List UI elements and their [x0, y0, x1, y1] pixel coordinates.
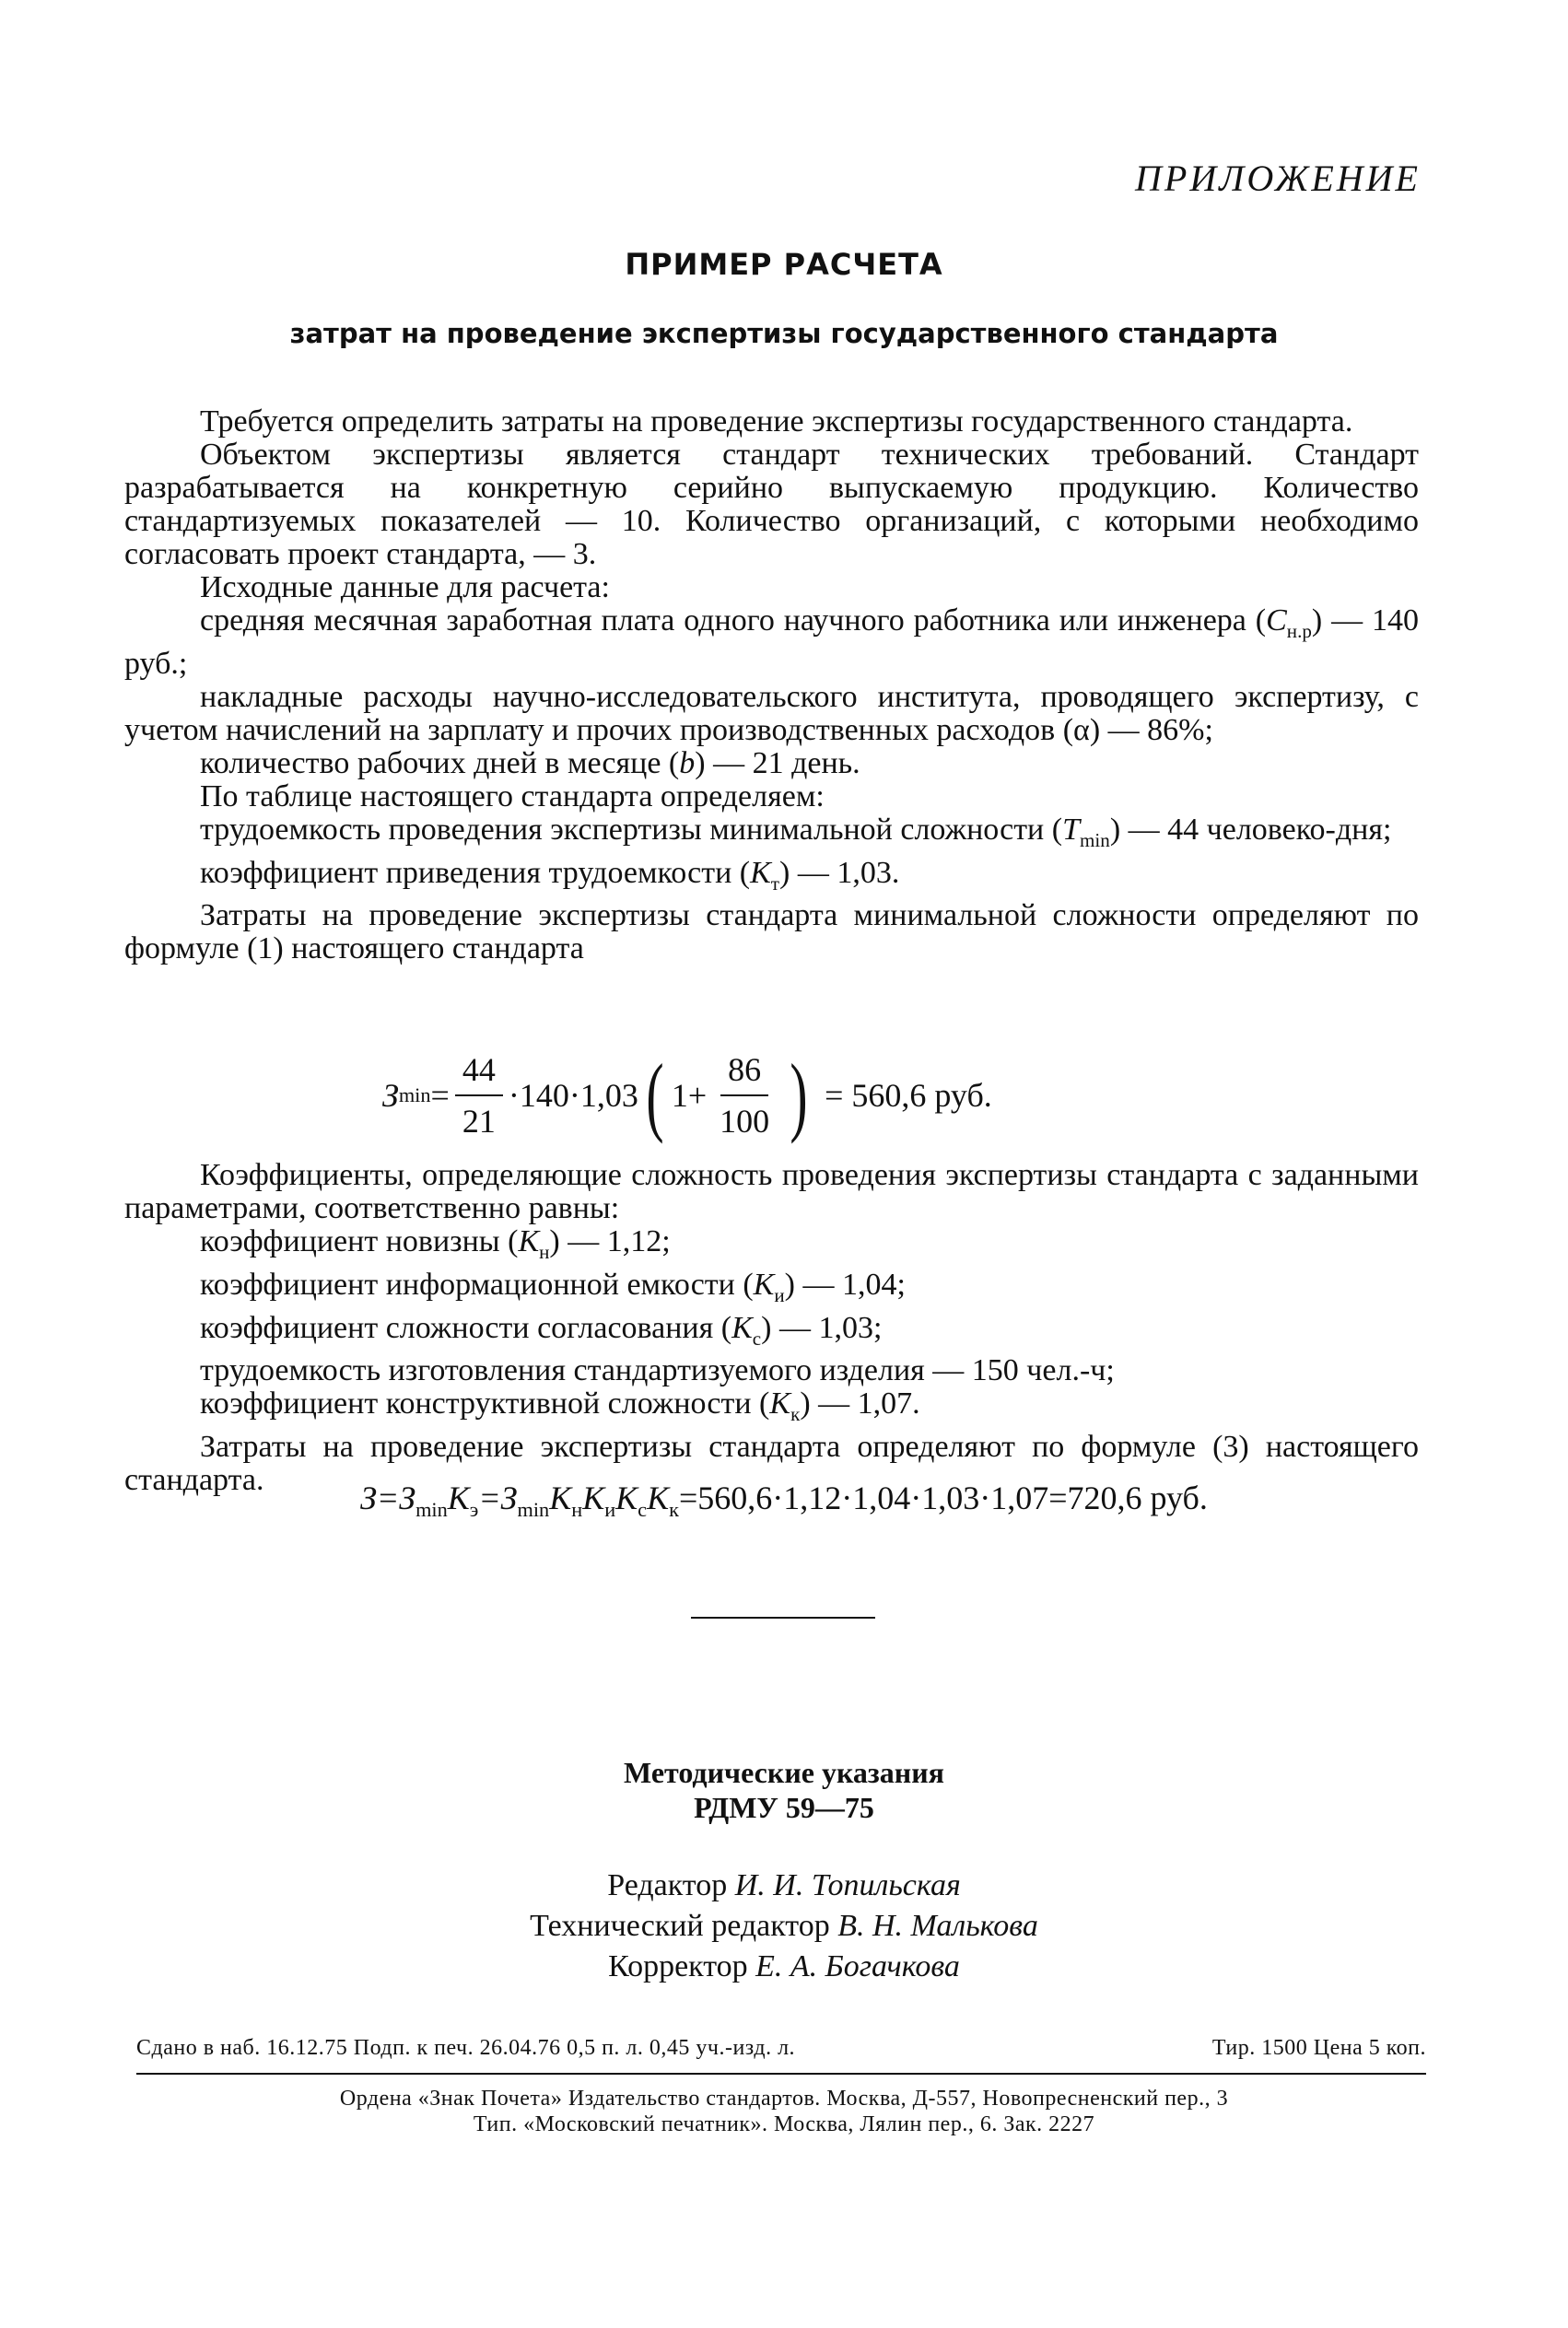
subscript: с: [752, 1327, 762, 1350]
paragraph: Затраты на проведение экспертизы стандарта определяют по формуле (3) настоящего стандарта.: [124, 1430, 1419, 1498]
paragraph: [124, 857, 1419, 900]
paragraph: Объектом экспертизы является стандарт технических требований. Стандарт разрабатывается на конкретную серийно выпускаемую продукцию. Количество стандартизуемых показателей — 10. Количество организаций, с которыми необходимо согласовать проект стандарта, — 3.: [124, 438, 1419, 571]
paragraph: Затраты на проведение экспертизы стандарта минимальной сложности определяют по формуле (1) настоящего стандарта: [124, 898, 1419, 966]
subscript: н: [539, 1240, 550, 1263]
paragraph: Требуется определить затраты на проведение экспертизы государственного стандарта.: [200, 404, 1353, 439]
formula-subscript: к: [669, 1498, 679, 1522]
colophon-heading: [0, 1755, 1568, 1825]
formula-symbol: K: [647, 1480, 670, 1516]
credit-name: И. И. Топильская: [734, 1868, 961, 1902]
credit-name: В. Н. Малькова: [837, 1909, 1038, 1943]
paragraph: [124, 1387, 1419, 1431]
imprint-rule: [136, 2073, 1426, 2075]
printer-line: Тип. «Московский печатник». Москва, Лялин пер., 6. Зак. 2227: [473, 2112, 1095, 2136]
page-title: ПРИМЕР РАСЧЕТА: [625, 247, 943, 282]
text: средняя месячная заработная плата одного научного работника или инженера (: [200, 603, 1267, 638]
text: ) — 140 руб.;: [124, 603, 1419, 681]
symbol: K: [769, 1386, 791, 1421]
text: ) — 21 день.: [695, 745, 860, 780]
formula-total-cost: [0, 1479, 1568, 1522]
credit-proofreader: [0, 1947, 1568, 1987]
appendix-label: ПРИЛОЖЕНИЕ: [1135, 158, 1421, 199]
imprint-price: Тир. 1500 Цена 5 коп.: [1211, 2036, 1426, 2060]
credit-editor: [0, 1866, 1568, 1906]
paragraph: Исходные данные для расчета:: [200, 570, 610, 604]
text: трудоемкость проведения экспертизы минимальной сложности (: [200, 812, 1063, 847]
formula-one-plus: 1+: [671, 1077, 708, 1114]
formula-subscript: э: [469, 1498, 479, 1522]
formula-tail: =560,6·1,12·1,04·1,03·1,07=720,6 руб.: [678, 1480, 1208, 1516]
symbol: K: [731, 1310, 753, 1345]
formula-subscript: min: [517, 1498, 550, 1522]
credit-name: Е. А. Богачкова: [755, 1949, 960, 1983]
publisher-line: Ордена «Знак Почета» Издательство стандартов. Москва, Д-557, Новопресненский пер., 3: [339, 2087, 1229, 2111]
fraction-denominator: 21: [462, 1103, 496, 1140]
credit-role: Технический редактор: [530, 1909, 830, 1943]
credit-technical-editor: [0, 1906, 1568, 1947]
formula-equals: =: [430, 1077, 450, 1114]
formula-symbol: K: [615, 1480, 638, 1516]
left-paren: (: [646, 1046, 664, 1144]
credit-role: Корректор: [608, 1949, 748, 1983]
text: ) — 1,03;: [761, 1310, 883, 1345]
subscript: min: [1080, 828, 1110, 851]
fraction: [455, 1050, 503, 1141]
text: коэффициент информационной емкости (: [200, 1267, 754, 1302]
formula-symbol: K: [582, 1480, 605, 1516]
subscript: и: [774, 1283, 785, 1306]
paragraph: [124, 747, 1419, 780]
text: коэффициент сложности согласования (: [200, 1310, 732, 1345]
formula-symbol: З=З: [360, 1480, 416, 1516]
fraction: [712, 1050, 777, 1141]
text: коэффициент конструктивной сложности (: [200, 1386, 770, 1421]
formula-middle: ·140·1,03: [508, 1077, 638, 1114]
text: ) — 1,03.: [779, 855, 900, 890]
section-divider: [691, 1617, 875, 1619]
symbol: K: [753, 1267, 775, 1302]
symbol: b: [679, 745, 696, 780]
paragraph: [124, 1312, 1419, 1355]
text: количество рабочих дней в месяце (: [200, 745, 680, 780]
formula-subscript: min: [415, 1498, 448, 1522]
paragraph: накладные расходы научно-исследовательского института, проводящего экспертизу, с учетом начислений на зарплату и прочих производственных расходов (α) — 86%;: [124, 679, 1419, 747]
paragraph: [124, 813, 1419, 857]
text: коэффициент новизны (: [200, 1224, 519, 1258]
paragraph: [124, 604, 1419, 681]
text: ) — 1,04;: [784, 1267, 906, 1302]
subscript: т: [770, 872, 780, 895]
formula-symbol: =З: [478, 1480, 518, 1516]
document-type: Методические указания: [624, 1756, 944, 1789]
paragraph: трудоемкость изготовления стандартизуемого изделия — 150 чел.-ч;: [200, 1353, 1115, 1388]
formula-symbol: K: [447, 1480, 470, 1516]
right-paren: ): [790, 1046, 808, 1144]
body-text-part-2: [124, 1159, 1419, 1497]
formula-result: = 560,6 руб.: [825, 1077, 992, 1114]
formula-subscript: с: [638, 1498, 648, 1522]
publisher-info: [0, 2086, 1568, 2137]
formula-symbol: З: [382, 1077, 399, 1114]
subscript: н.р: [1286, 619, 1312, 642]
text: ) — 1,07.: [800, 1386, 920, 1421]
fraction-denominator: 100: [720, 1103, 770, 1140]
symbol: C: [1266, 603, 1287, 638]
credits-block: [0, 1866, 1568, 1987]
paragraph: [124, 1225, 1419, 1269]
text: коэффициент приведения трудоемкости (: [200, 855, 751, 890]
formula-subscript: и: [604, 1498, 616, 1522]
symbol: K: [518, 1224, 540, 1258]
fraction-numerator: 44: [455, 1050, 503, 1096]
imprint-line: [136, 2036, 1426, 2061]
formula-min-cost: [382, 1046, 992, 1144]
formula-subscript: min: [398, 1083, 431, 1106]
paragraph: [124, 1269, 1419, 1312]
document-code: РДМУ 59—75: [694, 1791, 874, 1824]
page-subtitle: затрат на проведение экспертизы государственного стандарта: [289, 318, 1279, 349]
subscript: к: [790, 1403, 801, 1426]
formula-subscript: н: [571, 1498, 583, 1522]
fraction-numerator: 86: [720, 1050, 768, 1096]
symbol: T: [1062, 812, 1081, 847]
paragraph: По таблице настоящего стандарта определяем:: [200, 778, 825, 813]
formula-symbol: K: [549, 1480, 572, 1516]
body-text-part-1: [124, 405, 1419, 965]
paragraph: Коэффициенты, определяющие сложность проведения экспертизы стандарта с заданными параметрами, соответственно равны:: [124, 1158, 1419, 1225]
text: ) — 44 человеко-дня;: [1109, 812, 1392, 847]
credit-role: Редактор: [607, 1868, 728, 1902]
imprint-dates: Сдано в наб. 16.12.75 Подп. к печ. 26.04.76 0,5 п. л. 0,45 уч.-изд. л.: [136, 2036, 796, 2060]
text: ) — 1,12;: [549, 1224, 671, 1258]
symbol: K: [750, 855, 771, 890]
